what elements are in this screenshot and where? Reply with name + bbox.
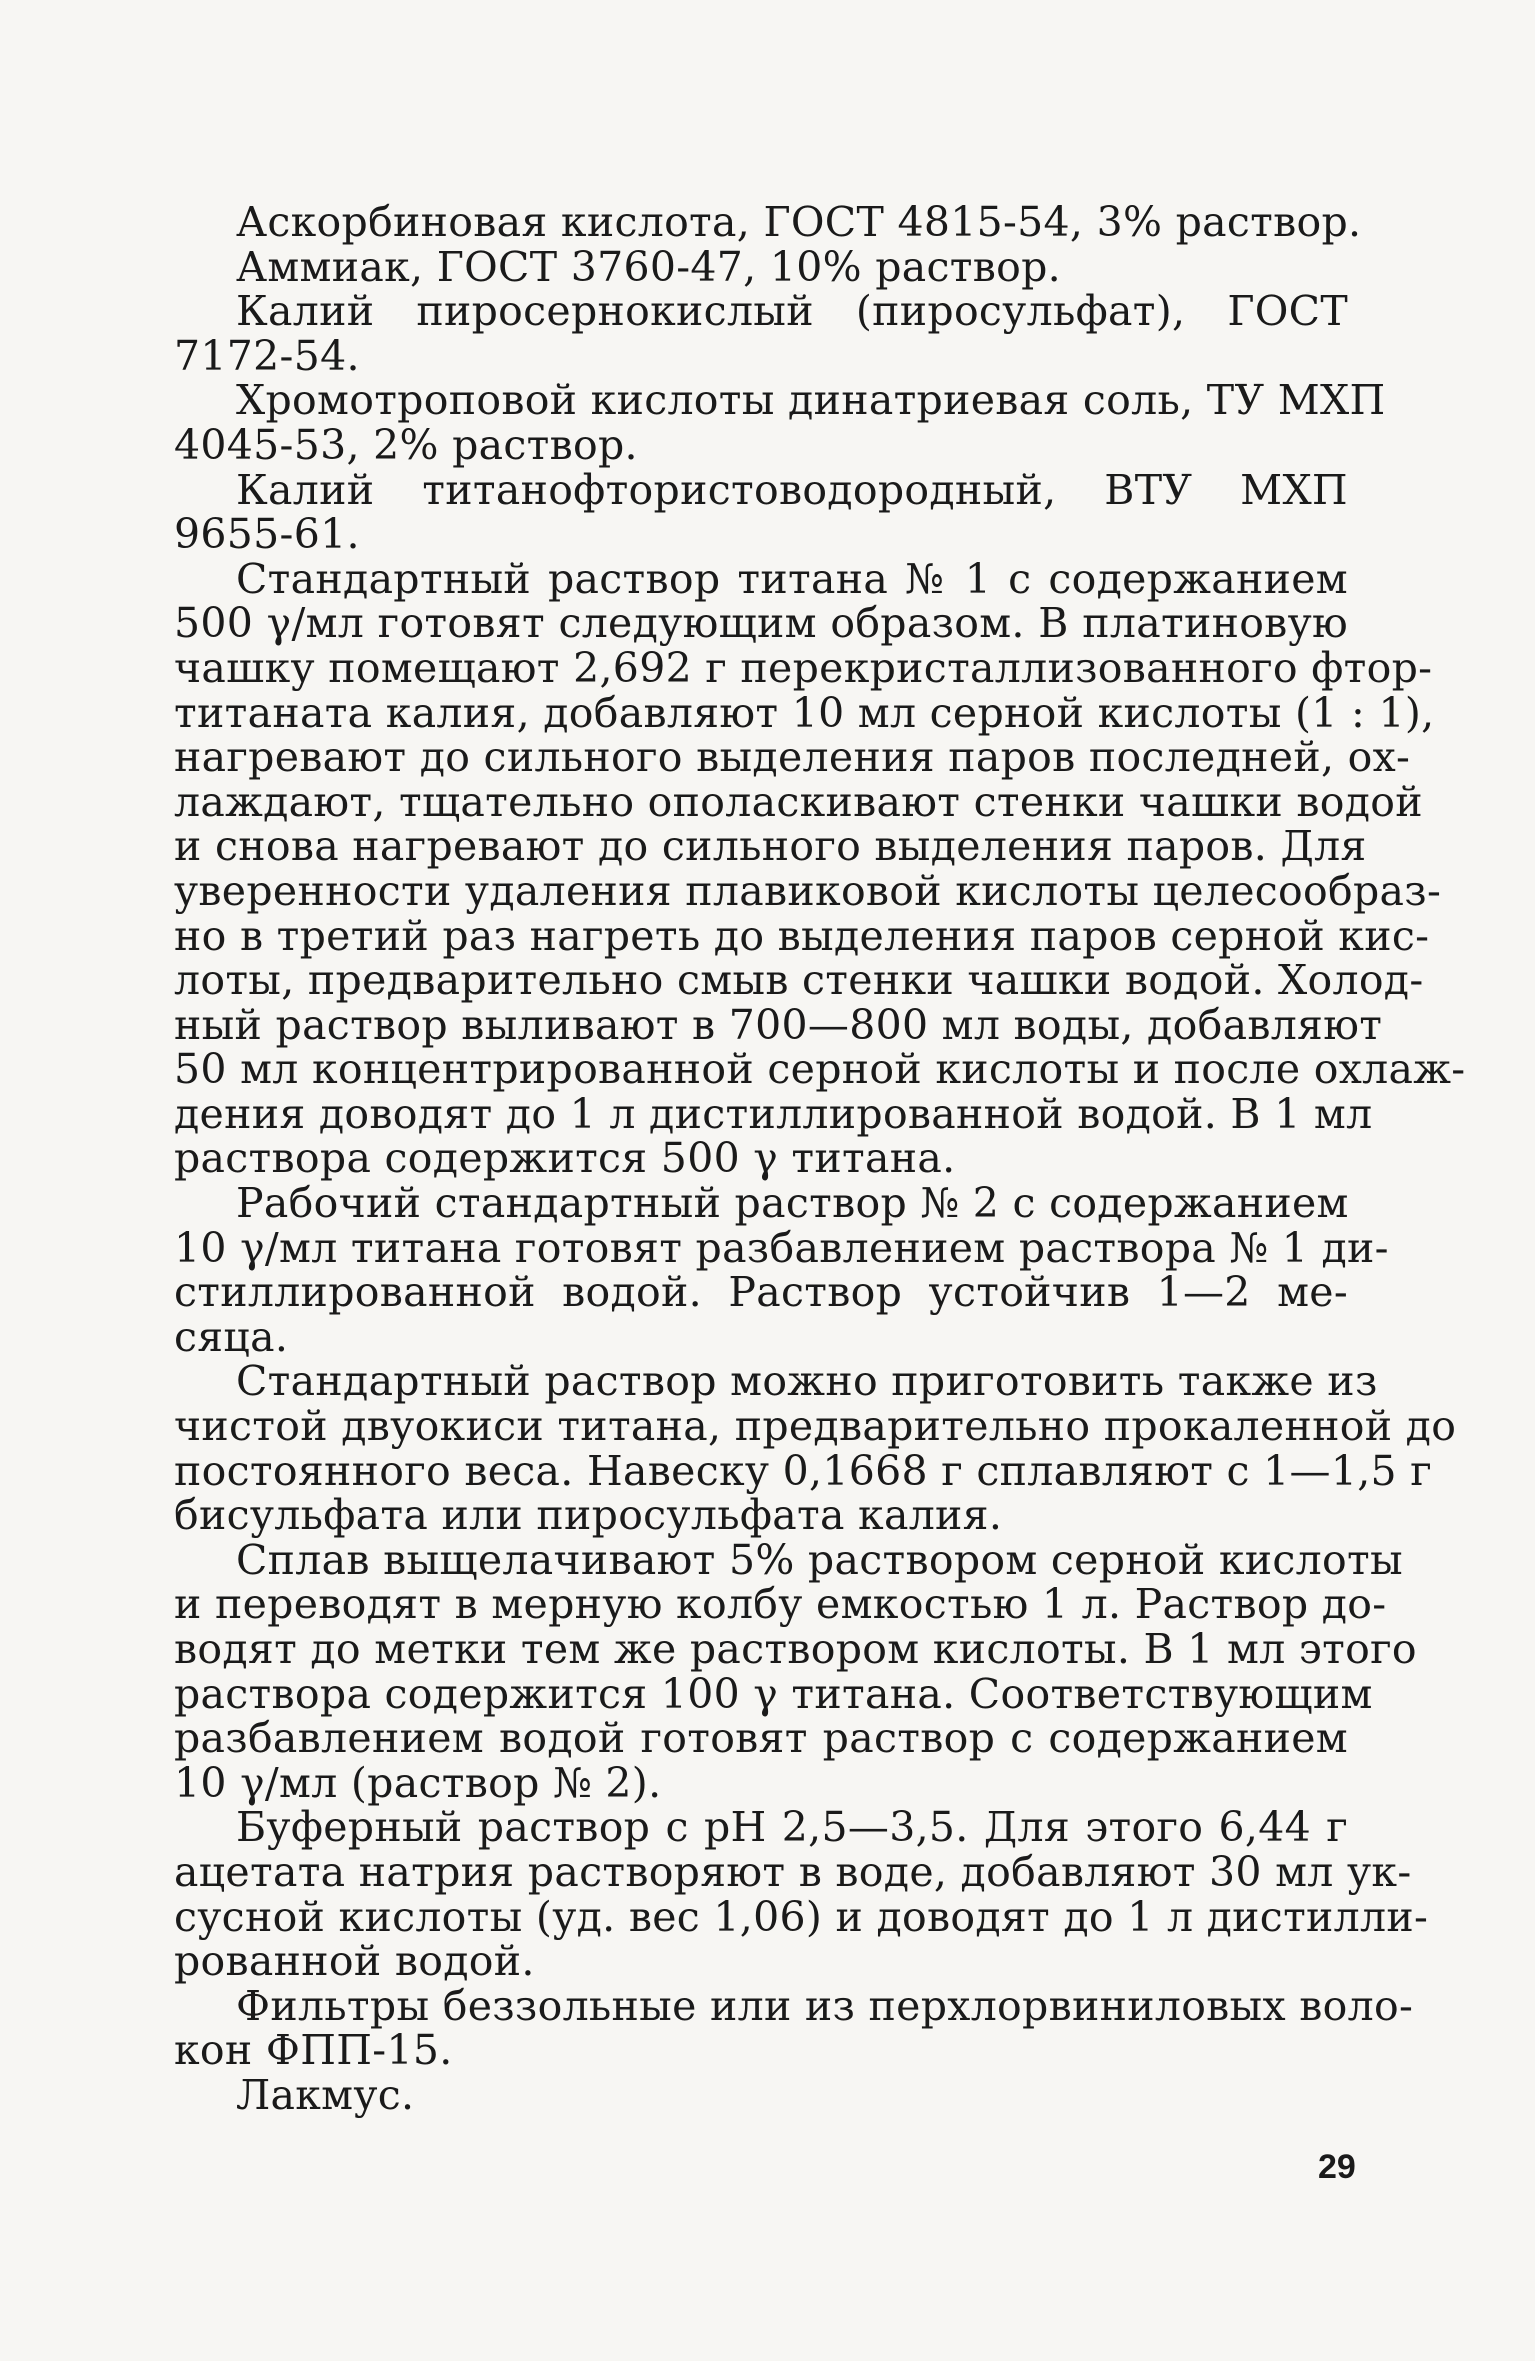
- text-line: Буферный раствор с рН 2,5—3,5. Для этого 6,44 г: [236, 1803, 1348, 1852]
- text-line: водят до метки тем же раствором кислоты. В 1 мл этого: [174, 1625, 1417, 1673]
- text-line: стиллированной водой. Раствор устойчив 1—2 ме-: [174, 1268, 1348, 1317]
- paragraph: [174, 1535, 1417, 1807]
- text-line: ный раствор выливают в 700—800 мл воды, добавляют: [174, 1000, 1383, 1049]
- text-line: раствора содержится 500 γ титана.: [174, 1134, 956, 1183]
- text-line: 7172-54.: [174, 331, 360, 380]
- text-line: раствора содержится 100 γ титана. Соответствующим: [174, 1669, 1373, 1718]
- text-line: лаждают, тщательно ополаскивают стенки чашки водой: [174, 777, 1423, 826]
- text-line: ацетата натрия растворяют в воде, добавляют 30 мл ук-: [174, 1847, 1412, 1896]
- text-line: Фильтры беззольные или из перхлорвиниловых воло-: [236, 1981, 1414, 2030]
- text-line: дения доводят до 1 л дистиллированной водой. В 1 мл: [174, 1089, 1373, 1138]
- text-line: Лакмус.: [236, 2070, 415, 2119]
- paragraph: [174, 1981, 1414, 2075]
- text-line: сусной кислоты (уд. вес 1,06) и доводят до 1 л дистилли-: [174, 1892, 1429, 1941]
- text-line: Рабочий стандартный раствор № 2 с содержанием: [236, 1179, 1349, 1228]
- text-line: рованной водой.: [174, 1937, 535, 1986]
- paragraph: [174, 289, 1348, 378]
- text-line: уверенности удаления плавиковой кислоты целесообраз-: [174, 866, 1442, 915]
- text-line: но в третий раз нагреть до выделения паров серной кис-: [174, 911, 1430, 960]
- text-line: нагревают до сильного выделения паров последней, ох-: [174, 733, 1411, 782]
- text-line: Аммиак, ГОСТ 3760-47, 10% раствор.: [236, 242, 1061, 291]
- text-line: 500 γ/мл готовят следующим образом. В платиновую: [174, 599, 1348, 648]
- text-line: 4045-53, 2% раствор.: [174, 420, 638, 469]
- page-number: 29: [1318, 2148, 1356, 2186]
- text-line: 50 мл концентрированной серной кислоты и после охлаж-: [174, 1045, 1466, 1094]
- text-line: Калий титанофтористоводородный, ВТУ МХП: [236, 465, 1348, 514]
- text-line: Стандартный раствор титана № 1 с содержанием: [236, 554, 1348, 603]
- text-line: Хромотроповой кислоты динатриевая соль, ТУ МХП: [236, 376, 1386, 425]
- text-line: титаната калия, добавляют 10 мл серной кислоты (1 : 1),: [174, 688, 1435, 737]
- text-line: разбавлением водой готовят раствор с содержанием: [174, 1714, 1348, 1763]
- text-line: постоянного веса. Навеску 0,1668 г сплавляют с 1—1,5 г: [174, 1446, 1433, 1495]
- text-line: сяца.: [174, 1312, 289, 1361]
- text-line: кон ФПП-15.: [174, 2026, 453, 2075]
- text-line: и снова нагревают до сильного выделения паров. Для: [174, 822, 1367, 871]
- paragraph: [174, 2070, 1348, 2119]
- paragraph: [174, 198, 1362, 246]
- paragraph: [174, 1803, 1429, 1986]
- text-line: Калий пиросернокислый (пиросульфат), ГОСТ: [236, 287, 1348, 336]
- text-line: бисульфата или пиросульфата калия.: [174, 1491, 1003, 1540]
- paragraph: [174, 554, 1466, 1183]
- text-line: чашку помещают 2,692 г перекристаллизованного фтор-: [174, 643, 1433, 692]
- text-line: 10 γ/мл титана готовят разбавлением раствора № 1 ди-: [174, 1223, 1389, 1272]
- paragraph: [174, 1357, 1457, 1540]
- text-line: Сплав выщелачивают 5% раствором серной кислоты: [236, 1535, 1403, 1584]
- paragraph: [174, 242, 1348, 291]
- body-text: [174, 198, 1466, 2119]
- paragraph: [174, 1179, 1389, 1361]
- text-line: лоты, предварительно смыв стенки чашки водой. Холод-: [174, 956, 1424, 1005]
- text-line: 9655-61.: [174, 510, 360, 559]
- text-line: Аскорбиновая кислота, ГОСТ 4815-54, 3% раствор.: [236, 198, 1362, 246]
- paragraph: [174, 376, 1386, 469]
- text-line: чистой двуокиси титана, предварительно прокаленной до: [174, 1402, 1457, 1451]
- text-line: Стандартный раствор можно приготовить также из: [236, 1357, 1378, 1406]
- text-line: 10 γ/мл (раствор № 2).: [174, 1758, 662, 1807]
- text-line: и переводят в мерную колбу емкостью 1 л. Раствор до-: [174, 1580, 1387, 1629]
- paragraph: [174, 465, 1348, 559]
